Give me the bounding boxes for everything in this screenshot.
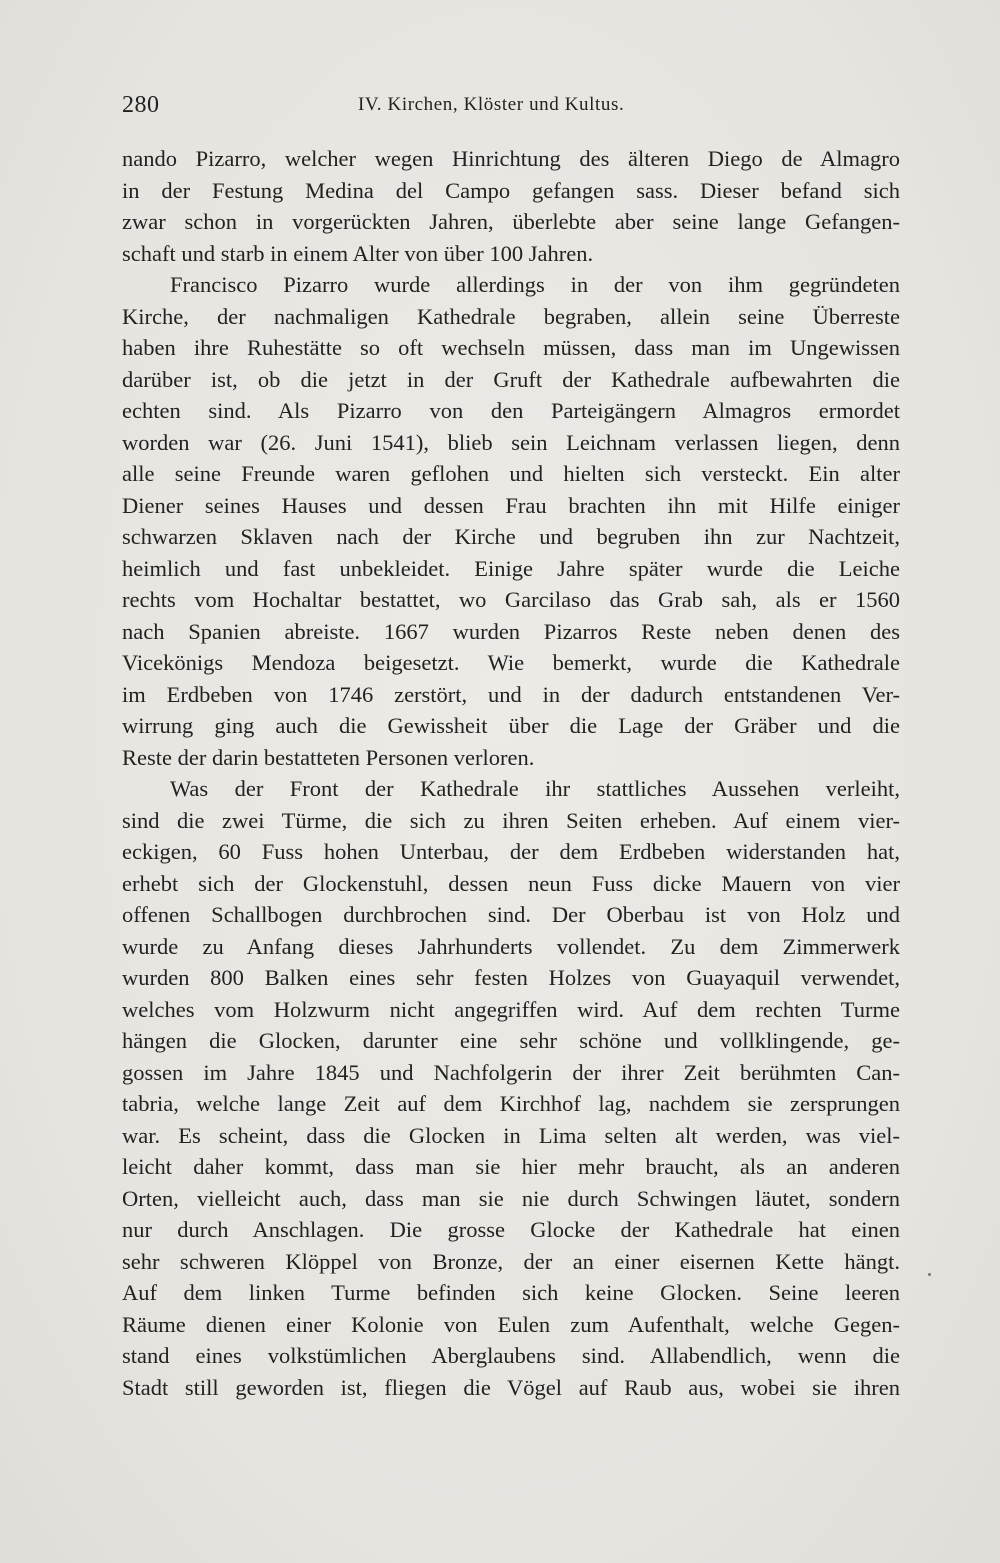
text-line: Kirche, der nachmaligen Kathedrale begraben, allein seine Überreste	[122, 303, 900, 329]
text-line: war. Es scheint, dass die Glocken in Lima selten alt werden, was viel-	[122, 1122, 900, 1148]
text-line: Reste der darin bestatteten Personen verloren.	[122, 744, 535, 770]
text-line: nur durch Anschlagen. Die grosse Glocke der Kathedrale hat einen	[122, 1217, 900, 1242]
page-number: 280	[122, 92, 160, 118]
text-line: zwar schon in vorgerückten Jahren, überlebte aber seine lange Gefangen-	[122, 209, 900, 234]
body-text	[122, 143, 900, 1403]
text-line: Diener seines Hauses und dessen Frau brachten ihn mit Hilfe einiger	[122, 492, 900, 518]
text-line: hängen die Glocken, darunter eine sehr schöne und vollklingende, ge-	[122, 1028, 900, 1053]
text-line: wurde zu Anfang dieses Jahrhunderts vollendet. Zu dem Zimmerwerk	[122, 933, 900, 959]
text-line: Stadt still geworden ist, fliegen die Vögel auf Raub aus, wobei sie ihren	[122, 1374, 900, 1400]
text-line: im Erdbeben von 1746 zerstört, und in der dadurch entstandenen Ver-	[122, 681, 900, 707]
text-line: nach Spanien abreiste. 1667 wurden Pizarros Reste neben denen des	[122, 618, 900, 644]
text-line: nando Pizarro, welcher wegen Hinrichtung des älteren Diego de Almagro	[122, 146, 900, 171]
text-line: Vicekönigs Mendoza beigesetzt. Wie bemerkt, wurde die Kathedrale	[122, 650, 900, 675]
text-line: Was der Front der Kathedrale ihr stattliches Aussehen verleiht,	[170, 776, 900, 801]
text-line: schaft und starb in einem Alter von über 100 Jahren.	[122, 240, 594, 266]
text-line: leicht daher kommt, dass man sie hier mehr braucht, als an anderen	[122, 1154, 900, 1179]
text-line: wurden 800 Balken eines sehr festen Holzes von Guayaquil verwendet,	[122, 965, 900, 990]
text-line: echten sind. Als Pizarro von den Parteigängern Almagros ermordet	[122, 398, 900, 423]
text-line: worden war (26. Juni 1541), blieb sein Leichnam verlassen liegen, denn	[122, 429, 900, 455]
text-line: tabria, welche lange Zeit auf dem Kirchhof lag, nachdem sie zersprungen	[122, 1091, 900, 1116]
text-line: sind die zwei Türme, die sich zu ihren Seiten erheben. Auf einem vier-	[122, 807, 900, 833]
text-line: heimlich und fast unbekleidet. Einige Jahre später wurde die Leiche	[122, 555, 900, 581]
page-header	[122, 92, 898, 122]
text-line: eckigen, 60 Fuss hohen Unterbau, der dem Erdbeben widerstanden hat,	[122, 839, 900, 864]
text-line: gossen im Jahre 1845 und Nachfolgerin der ihrer Zeit berühmten Can-	[122, 1059, 900, 1085]
text-line: Francisco Pizarro wurde allerdings in der von ihm gegründeten	[170, 272, 900, 297]
text-line: darüber ist, ob die jetzt in der Gruft der Kathedrale aufbewahrten die	[122, 366, 900, 392]
text-line: sehr schweren Klöppel von Bronze, der an einer eisernen Kette hängt.	[122, 1248, 900, 1274]
text-line: Räume dienen einer Kolonie von Eulen zum Aufenthalt, welche Gegen-	[122, 1311, 900, 1337]
text-line: rechts vom Hochaltar bestattet, wo Garcilaso das Grab sah, als er 1560	[122, 587, 900, 612]
text-line: welches vom Holzwurm nicht angegriffen wird. Auf dem rechten Turme	[122, 996, 900, 1022]
text-line: offenen Schallbogen durchbrochen sind. Der Oberbau ist von Holz und	[122, 902, 900, 927]
running-head: IV. Kirchen, Klöster und Kultus.	[358, 94, 625, 115]
text-line: Auf dem linken Turme befinden sich keine Glocken. Seine leeren	[122, 1280, 900, 1305]
text-line: wirrung ging auch die Gewissheit über die Lage der Gräber und die	[122, 713, 900, 738]
text-line: in der Festung Medina del Campo gefangen sass. Dieser befand sich	[122, 177, 900, 203]
paper-speck	[928, 1273, 931, 1276]
text-line: haben ihre Ruhestätte so oft wechseln müssen, dass man im Ungewissen	[122, 335, 900, 360]
text-line: Orten, vielleicht auch, dass man sie nie durch Schwingen läutet, sondern	[122, 1185, 900, 1211]
text-line: alle seine Freunde waren geflohen und hielten sich versteckt. Ein alter	[122, 461, 900, 486]
text-line: erhebt sich der Glockenstuhl, dessen neun Fuss dicke Mauern von vier	[122, 870, 900, 896]
text-line: stand eines volkstümlichen Aberglaubens sind. Allabendlich, wenn die	[122, 1343, 900, 1368]
text-line: schwarzen Sklaven nach der Kirche und begruben ihn zur Nachtzeit,	[122, 524, 900, 549]
